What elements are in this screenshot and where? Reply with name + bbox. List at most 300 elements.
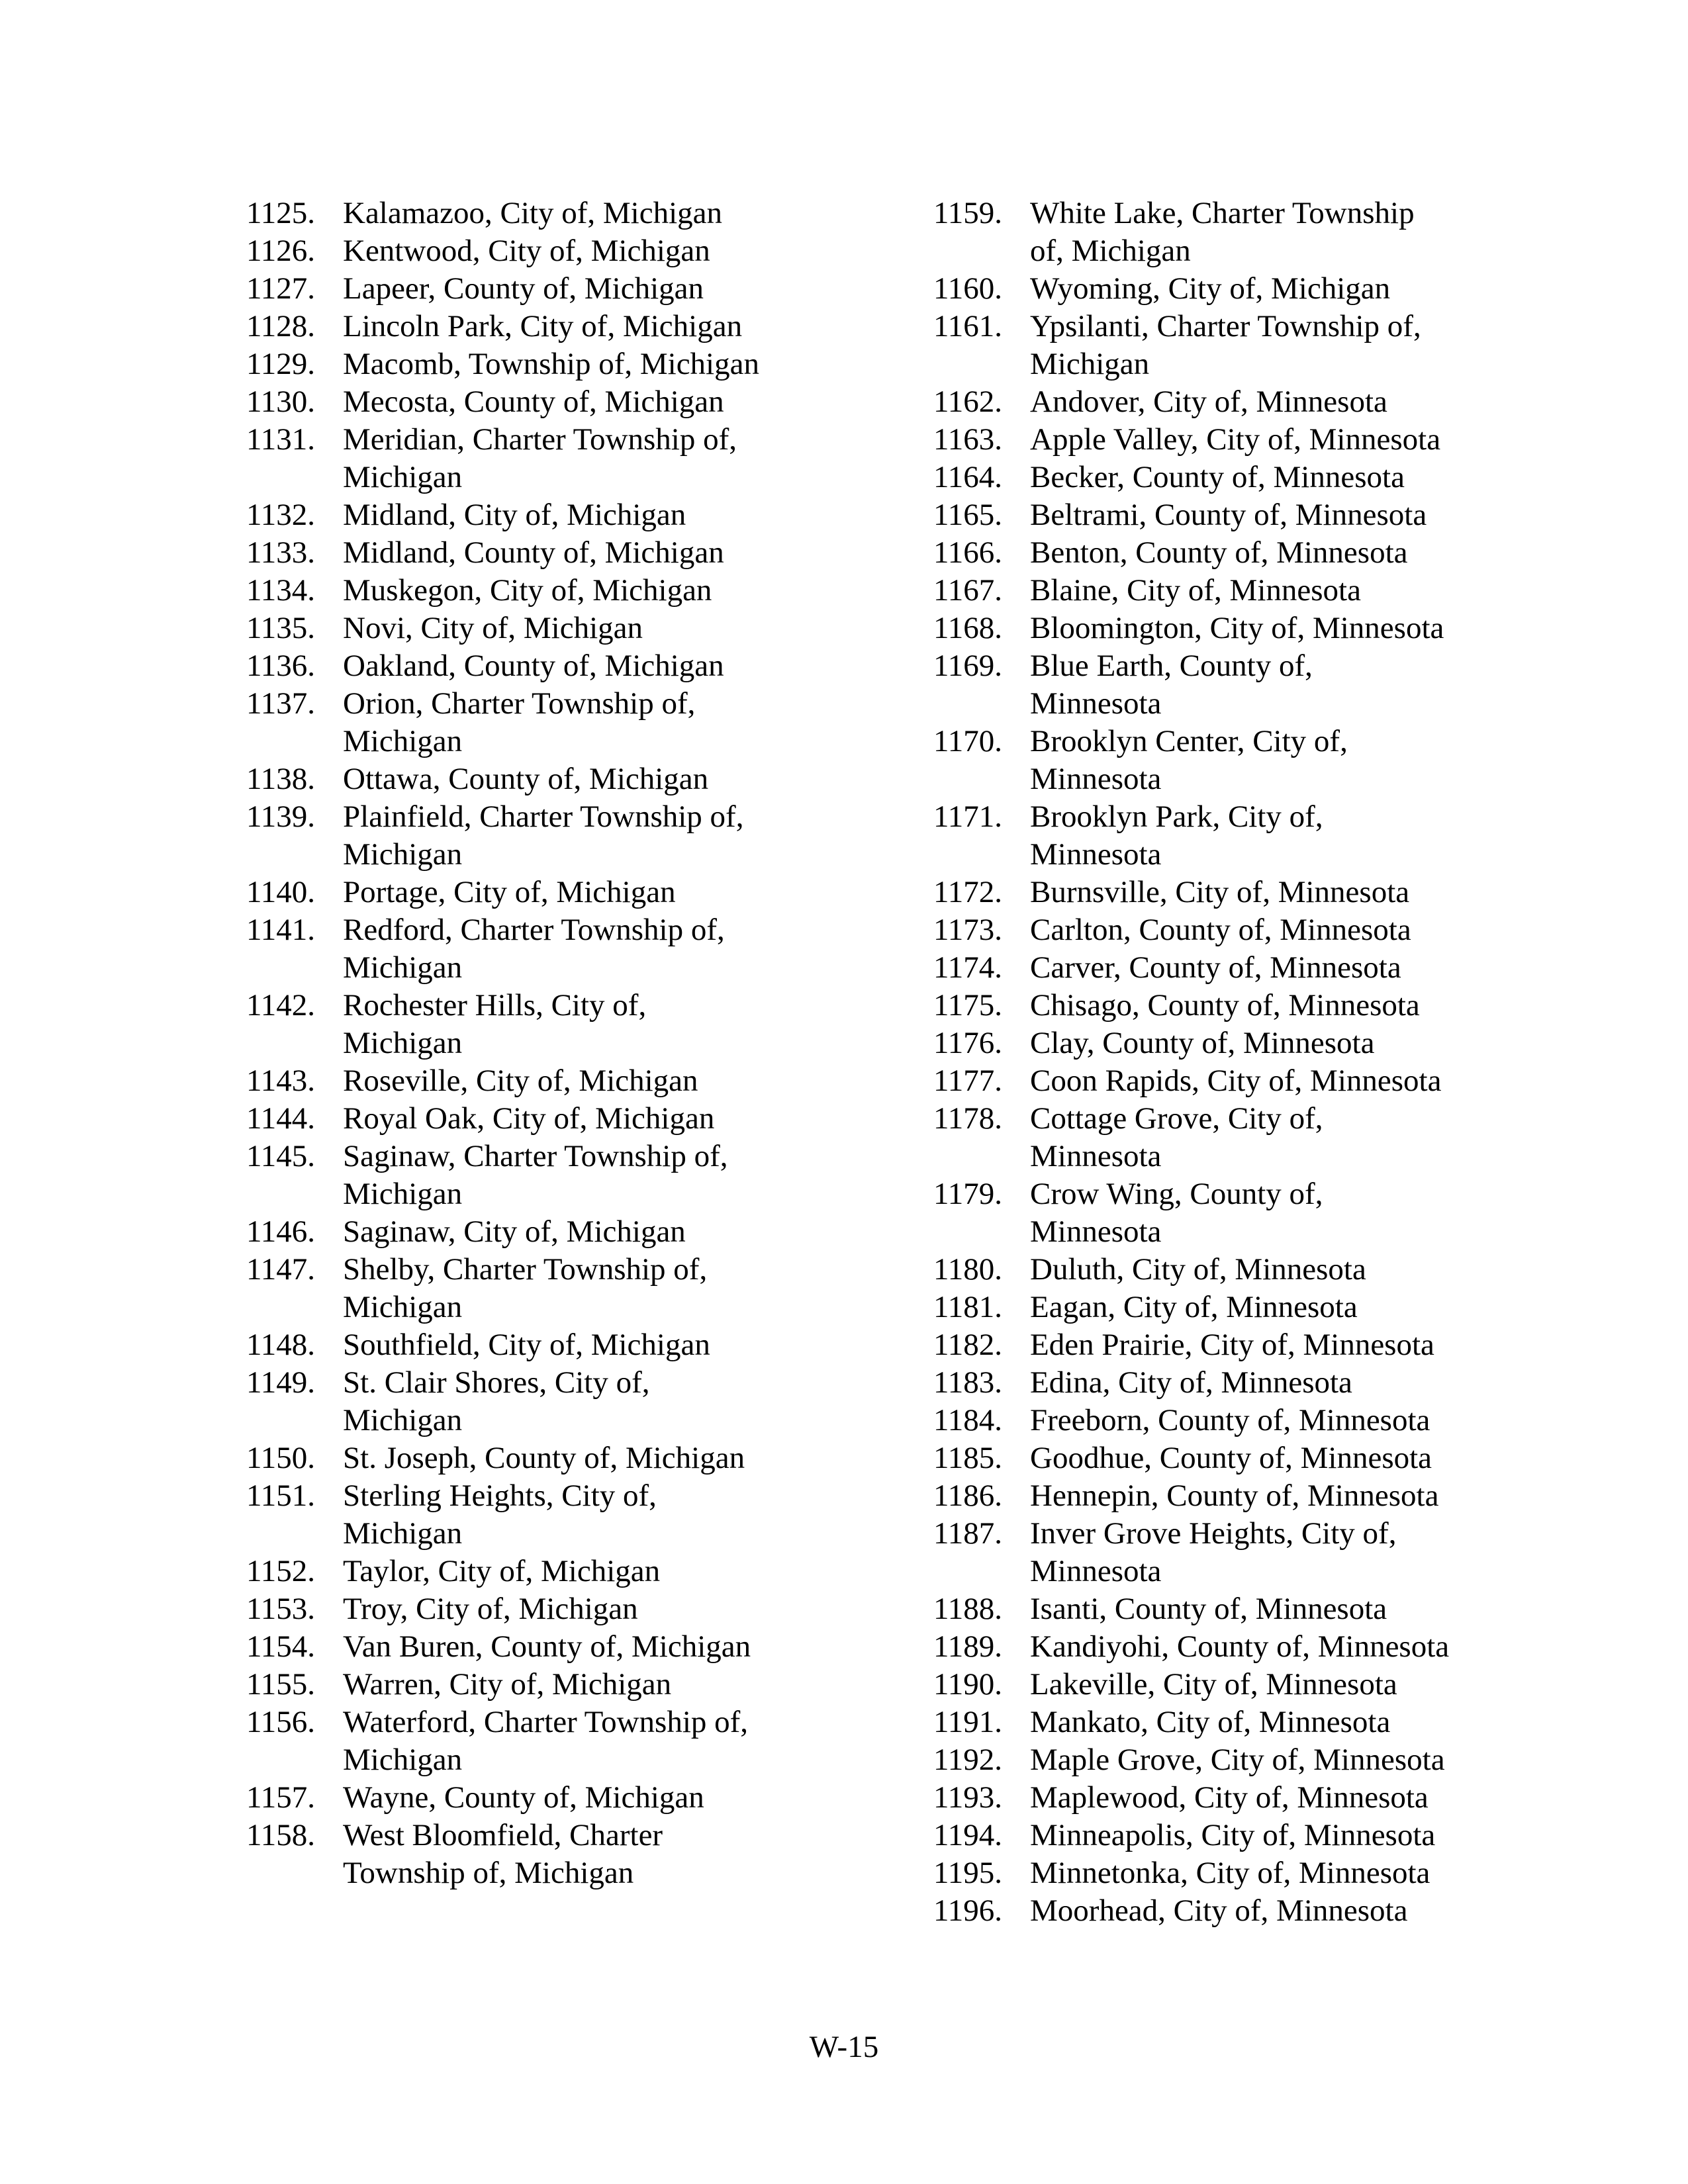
entry-number: 1125.: [246, 196, 316, 230]
entry-number: 1151.: [246, 1479, 316, 1513]
entry-name-line: Lakeville, City of, Minnesota: [1030, 1667, 1397, 1702]
entry-number: 1169.: [933, 649, 1003, 683]
entry-number: 1141.: [246, 913, 316, 947]
list-entry: [246, 1704, 882, 1779]
entry-number: 1142.: [246, 988, 316, 1023]
entry-number: 1192.: [933, 1743, 1003, 1777]
entry-name: [1030, 1251, 1569, 1289]
entry-number: 1184.: [933, 1403, 1003, 1437]
list-entry: [933, 1741, 1569, 1779]
entry-name-line: Minnetonka, City of, Minnesota: [1030, 1856, 1430, 1890]
entry-name: [1030, 1175, 1569, 1251]
entry-name-line: Goodhue, County of, Minnesota: [1030, 1441, 1432, 1475]
entry-name-line: Maplewood, City of, Minnesota: [1030, 1780, 1429, 1815]
entry-name-line: Southfield, City of, Michigan: [343, 1328, 710, 1362]
entry-name-line: Lincoln Park, City of, Michigan: [343, 309, 743, 343]
list-entry: [933, 949, 1569, 987]
list-entry: [933, 1515, 1569, 1590]
entry-number: 1174.: [933, 950, 1003, 985]
entry-name-line: Redford, Charter Township of,: [343, 913, 725, 947]
entry-name-line: Brooklyn Center, City of,: [1030, 724, 1348, 758]
list-entry: [933, 1477, 1569, 1515]
entry-number: 1150.: [246, 1441, 316, 1475]
entry-name: [343, 572, 882, 610]
entry-name: [343, 1364, 882, 1439]
entry-name: [1030, 1590, 1569, 1628]
list-entry: [933, 610, 1569, 647]
entry-name: [343, 760, 882, 798]
entry-name-line: Inver Grove Heights, City of,: [1030, 1516, 1397, 1551]
entry-number: 1138.: [246, 762, 316, 796]
list-entry: [933, 421, 1569, 459]
entry-name: [1030, 1817, 1569, 1854]
entry-number: 1172.: [933, 875, 1003, 909]
list-entry: [933, 308, 1569, 383]
entry-name: [343, 685, 882, 760]
entry-name-line: Lapeer, County of, Michigan: [343, 271, 704, 306]
entry-number: 1178.: [933, 1101, 1003, 1136]
entry-name-line: Michigan: [343, 1290, 463, 1324]
entry-name-line: of, Michigan: [1030, 234, 1191, 268]
entry-name-line: Royal Oak, City of, Michigan: [343, 1101, 715, 1136]
entry-name: [1030, 798, 1569, 874]
entry-name: [1030, 949, 1569, 987]
entry-name-line: Cottage Grove, City of,: [1030, 1101, 1323, 1136]
entry-name-line: Chisago, County of, Minnesota: [1030, 988, 1420, 1023]
entry-number: 1128.: [246, 309, 316, 343]
entry-name: [1030, 1062, 1569, 1100]
entry-name-line: Wyoming, City of, Michigan: [1030, 271, 1391, 306]
entry-name: [343, 1062, 882, 1100]
entry-name-line: Orion, Charter Township of,: [343, 686, 696, 721]
entry-name-line: Bloomington, City of, Minnesota: [1030, 611, 1444, 645]
entry-number: 1168.: [933, 611, 1003, 645]
entry-number: 1145.: [246, 1139, 316, 1173]
entry-name-line: Portage, City of, Michigan: [343, 875, 676, 909]
list-entry: [933, 1854, 1569, 1892]
entry-number: 1175.: [933, 988, 1003, 1023]
entry-name-line: Sterling Heights, City of,: [343, 1479, 657, 1513]
entry-name-line: Coon Rapids, City of, Minnesota: [1030, 1064, 1442, 1098]
list-entry: [933, 1289, 1569, 1326]
entry-number: 1188.: [933, 1592, 1003, 1626]
entry-name-line: Freeborn, County of, Minnesota: [1030, 1403, 1430, 1437]
list-entry: [246, 308, 882, 345]
entry-name: [343, 1251, 882, 1326]
left-column-list: [246, 195, 882, 1892]
list-entry: [933, 1062, 1569, 1100]
entry-number: 1187.: [933, 1516, 1003, 1551]
entry-name-line: White Lake, Charter Township: [1030, 196, 1415, 230]
entry-number: 1196.: [933, 1893, 1003, 1928]
entry-name-line: Hennepin, County of, Minnesota: [1030, 1479, 1439, 1513]
list-entry: [933, 1439, 1569, 1477]
entry-name: [343, 1817, 882, 1892]
entry-number: 1129.: [246, 347, 316, 381]
entry-name: [1030, 1741, 1569, 1779]
entry-number: 1177.: [933, 1064, 1003, 1098]
entry-number: 1135.: [246, 611, 316, 645]
entry-name: [1030, 1439, 1569, 1477]
entry-name-line: Brooklyn Park, City of,: [1030, 799, 1323, 834]
entry-name-line: Kalamazoo, City of, Michigan: [343, 196, 722, 230]
right-column-list: [933, 195, 1569, 1930]
entry-name-line: Blaine, City of, Minnesota: [1030, 573, 1361, 608]
list-entry: [246, 1477, 882, 1553]
entry-name-line: Beltrami, County of, Minnesota: [1030, 498, 1427, 532]
list-entry: [246, 270, 882, 308]
entry-name: [343, 345, 882, 383]
entry-name: [343, 1779, 882, 1817]
entry-number: 1147.: [246, 1252, 316, 1287]
entry-name-line: Michigan: [343, 1026, 463, 1060]
entry-number: 1153.: [246, 1592, 316, 1626]
list-entry: [933, 1326, 1569, 1364]
entry-number: 1182.: [933, 1328, 1003, 1362]
list-entry: [246, 1553, 882, 1590]
entry-name-line: Andover, City of, Minnesota: [1030, 385, 1387, 419]
entry-name: [1030, 987, 1569, 1024]
list-entry: [933, 1779, 1569, 1817]
entry-number: 1131.: [246, 422, 316, 457]
entry-name-line: Carver, County of, Minnesota: [1030, 950, 1401, 985]
entry-name-line: Michigan: [343, 460, 463, 494]
entry-number: 1163.: [933, 422, 1003, 457]
entry-number: 1144.: [246, 1101, 316, 1136]
entry-name-line: Mankato, City of, Minnesota: [1030, 1705, 1391, 1739]
entry-name-line: Warren, City of, Michigan: [343, 1667, 672, 1702]
entry-number: 1194.: [933, 1818, 1003, 1852]
entry-number: 1176.: [933, 1026, 1003, 1060]
entry-name-line: Macomb, Township of, Michigan: [343, 347, 759, 381]
entry-name-line: West Bloomfield, Charter: [343, 1818, 663, 1852]
list-entry: [933, 383, 1569, 421]
entry-number: 1139.: [246, 799, 316, 834]
list-entry: [933, 1100, 1569, 1175]
entry-name-line: Minnesota: [1030, 686, 1162, 721]
entry-number: 1195.: [933, 1856, 1003, 1890]
entry-name-line: Minnesota: [1030, 1554, 1162, 1588]
entry-name-line: Township of, Michigan: [343, 1856, 634, 1890]
entry-number: 1133.: [246, 535, 316, 570]
entry-name: [343, 1138, 882, 1213]
entry-name-line: Rochester Hills, City of,: [343, 988, 647, 1023]
entry-name-line: Novi, City of, Michigan: [343, 611, 643, 645]
list-entry: [933, 534, 1569, 572]
entry-number: 1154.: [246, 1629, 316, 1664]
entry-name: [343, 1553, 882, 1590]
entry-number: 1193.: [933, 1780, 1003, 1815]
entry-name: [1030, 1024, 1569, 1062]
entry-name: [1030, 572, 1569, 610]
entry-name: [1030, 647, 1569, 723]
entry-name-line: Eagan, City of, Minnesota: [1030, 1290, 1358, 1324]
entry-number: 1180.: [933, 1252, 1003, 1287]
entry-number: 1134.: [246, 573, 316, 608]
entry-name: [1030, 459, 1569, 496]
entry-name-line: Maple Grove, City of, Minnesota: [1030, 1743, 1445, 1777]
entry-name-line: Plainfield, Charter Township of,: [343, 799, 744, 834]
entry-name-line: Midland, County of, Michigan: [343, 535, 724, 570]
list-entry: [246, 911, 882, 987]
entry-name: [343, 874, 882, 911]
entry-name-line: Michigan: [343, 1743, 463, 1777]
entry-name: [1030, 1704, 1569, 1741]
entry-name-line: Midland, City of, Michigan: [343, 498, 686, 532]
entry-name-line: Duluth, City of, Minnesota: [1030, 1252, 1366, 1287]
entry-name: [343, 647, 882, 685]
entry-name: [1030, 534, 1569, 572]
entry-name: [343, 1326, 882, 1364]
list-entry: [933, 1364, 1569, 1402]
entry-number: 1186.: [933, 1479, 1003, 1513]
list-entry: [246, 1779, 882, 1817]
list-entry: [246, 798, 882, 874]
entry-number: 1185.: [933, 1441, 1003, 1475]
entry-number: 1152.: [246, 1554, 316, 1588]
entry-name: [1030, 1364, 1569, 1402]
entry-number: 1130.: [246, 385, 316, 419]
list-entry: [246, 1817, 882, 1892]
entry-name: [343, 383, 882, 421]
entry-number: 1136.: [246, 649, 316, 683]
entry-name: [1030, 1515, 1569, 1590]
entry-number: 1165.: [933, 498, 1003, 532]
entry-name: [343, 195, 882, 232]
list-entry: [933, 1666, 1569, 1704]
entry-name: [343, 308, 882, 345]
list-entry: [246, 195, 882, 232]
entry-number: 1155.: [246, 1667, 316, 1702]
entry-name-line: Michigan: [343, 950, 463, 985]
list-entry: [246, 987, 882, 1062]
list-entry: [933, 723, 1569, 798]
list-entry: [246, 1100, 882, 1138]
entry-number: 1140.: [246, 875, 316, 909]
entry-number: 1173.: [933, 913, 1003, 947]
list-entry: [933, 270, 1569, 308]
entry-name-line: Shelby, Charter Township of,: [343, 1252, 708, 1287]
entry-name-line: Crow Wing, County of,: [1030, 1177, 1323, 1211]
list-entry: [246, 1326, 882, 1364]
entry-name: [343, 534, 882, 572]
entry-number: 1189.: [933, 1629, 1003, 1664]
entry-name: [1030, 270, 1569, 308]
list-entry: [933, 459, 1569, 496]
entry-name: [1030, 1326, 1569, 1364]
list-entry: [933, 1402, 1569, 1439]
entry-name-line: Ottawa, County of, Michigan: [343, 762, 709, 796]
list-entry: [933, 1251, 1569, 1289]
entry-name: [1030, 723, 1569, 798]
entry-name: [1030, 1100, 1569, 1175]
entry-number: 1162.: [933, 385, 1003, 419]
entry-number: 1171.: [933, 799, 1003, 834]
entry-name: [343, 421, 882, 496]
entry-name-line: Minnesota: [1030, 1214, 1162, 1249]
list-entry: [933, 1704, 1569, 1741]
entry-name-line: Burnsville, City of, Minnesota: [1030, 875, 1410, 909]
list-entry: [933, 874, 1569, 911]
entry-name-line: Carlton, County of, Minnesota: [1030, 913, 1411, 947]
entry-name-line: Saginaw, City of, Michigan: [343, 1214, 686, 1249]
entry-number: 1137.: [246, 686, 316, 721]
entry-name-line: Apple Valley, City of, Minnesota: [1030, 422, 1441, 457]
list-entry: [933, 1892, 1569, 1930]
list-entry: [246, 1364, 882, 1439]
list-entry: [933, 1024, 1569, 1062]
entry-number: 1127.: [246, 271, 316, 306]
entry-name: [343, 1666, 882, 1704]
entry-name-line: Mecosta, County of, Michigan: [343, 385, 724, 419]
entry-name: [343, 1477, 882, 1553]
list-entry: [933, 195, 1569, 270]
entry-name: [1030, 383, 1569, 421]
list-entry: [246, 760, 882, 798]
entry-number: 1158.: [246, 1818, 316, 1852]
entry-name: [343, 1100, 882, 1138]
entry-number: 1126.: [246, 234, 316, 268]
list-entry: [933, 647, 1569, 723]
list-entry: [933, 1628, 1569, 1666]
list-entry: [246, 1439, 882, 1477]
entry-number: 1183.: [933, 1365, 1003, 1400]
entry-name: [1030, 421, 1569, 459]
list-entry: [246, 1251, 882, 1326]
list-entry: [246, 383, 882, 421]
entry-name-line: Minnesota: [1030, 1139, 1162, 1173]
entry-name-line: Saginaw, Charter Township of,: [343, 1139, 728, 1173]
list-entry: [246, 421, 882, 496]
entry-name-line: Minnesota: [1030, 762, 1162, 796]
entry-name-line: Roseville, City of, Michigan: [343, 1064, 698, 1098]
list-entry: [246, 1590, 882, 1628]
list-entry: [933, 987, 1569, 1024]
list-entry: [246, 1666, 882, 1704]
entry-number: 1179.: [933, 1177, 1003, 1211]
entry-name: [343, 496, 882, 534]
entry-name-line: Taylor, City of, Michigan: [343, 1554, 661, 1588]
entry-name: [343, 987, 882, 1062]
entry-name-line: Moorhead, City of, Minnesota: [1030, 1893, 1408, 1928]
entry-number: 1146.: [246, 1214, 316, 1249]
entry-number: 1157.: [246, 1780, 316, 1815]
entry-name-line: Blue Earth, County of,: [1030, 649, 1313, 683]
entry-number: 1132.: [246, 498, 316, 532]
entry-name: [343, 798, 882, 874]
entry-number: 1170.: [933, 724, 1003, 758]
entry-name-line: Kandiyohi, County of, Minnesota: [1030, 1629, 1450, 1664]
entry-name: [1030, 496, 1569, 534]
entry-name: [1030, 308, 1569, 383]
entry-number: 1181.: [933, 1290, 1003, 1324]
entry-name: [343, 1213, 882, 1251]
entry-name: [1030, 911, 1569, 949]
entry-name-line: Benton, County of, Minnesota: [1030, 535, 1408, 570]
entry-name-line: Ypsilanti, Charter Township of,: [1030, 309, 1421, 343]
entry-number: 1149.: [246, 1365, 316, 1400]
page-number: W-15: [809, 2030, 879, 2064]
entry-name: [1030, 1892, 1569, 1930]
entry-number: 1160.: [933, 271, 1003, 306]
entry-name-line: Eden Prairie, City of, Minnesota: [1030, 1328, 1434, 1362]
list-entry: [246, 534, 882, 572]
list-entry: [246, 1062, 882, 1100]
entry-name-line: Michigan: [343, 724, 463, 758]
list-entry: [933, 572, 1569, 610]
entry-name: [343, 1704, 882, 1779]
list-entry: [246, 345, 882, 383]
entry-name: [1030, 1477, 1569, 1515]
entry-number: 1143.: [246, 1064, 316, 1098]
entry-name-line: Oakland, County of, Michigan: [343, 649, 724, 683]
list-entry: [246, 647, 882, 685]
entry-name-line: Troy, City of, Michigan: [343, 1592, 638, 1626]
entry-name-line: Michigan: [343, 1177, 463, 1211]
entry-name-line: Meridian, Charter Township of,: [343, 422, 737, 457]
entry-name-line: Wayne, County of, Michigan: [343, 1780, 704, 1815]
entry-name: [1030, 610, 1569, 647]
entry-name: [343, 1439, 882, 1477]
entry-name-line: Michigan: [343, 1516, 463, 1551]
list-entry: [246, 610, 882, 647]
entry-number: 1166.: [933, 535, 1003, 570]
entry-number: 1190.: [933, 1667, 1003, 1702]
entry-name: [1030, 1289, 1569, 1326]
entry-name-line: Waterford, Charter Township of,: [343, 1705, 749, 1739]
entry-name-line: Minneapolis, City of, Minnesota: [1030, 1818, 1436, 1852]
entry-name: [1030, 1854, 1569, 1892]
entry-name-line: St. Clair Shores, City of,: [343, 1365, 650, 1400]
entry-name-line: Minnesota: [1030, 837, 1162, 872]
list-entry: [246, 232, 882, 270]
list-entry: [246, 1213, 882, 1251]
list-entry: [246, 1628, 882, 1666]
entry-name: [343, 610, 882, 647]
list-entry: [933, 1175, 1569, 1251]
entry-name: [1030, 195, 1569, 270]
list-entry: [246, 685, 882, 760]
list-entry: [933, 1590, 1569, 1628]
list-entry: [246, 1138, 882, 1213]
entry-name-line: Michigan: [343, 837, 463, 872]
list-entry: [246, 496, 882, 534]
entry-name: [343, 1628, 882, 1666]
entry-name: [1030, 1666, 1569, 1704]
list-entry: [246, 572, 882, 610]
entry-number: 1167.: [933, 573, 1003, 608]
entry-name-line: Kentwood, City of, Michigan: [343, 234, 710, 268]
entry-name: [343, 1590, 882, 1628]
entry-number: 1159.: [933, 196, 1003, 230]
entry-name-line: Clay, County of, Minnesota: [1030, 1026, 1375, 1060]
entry-number: 1156.: [246, 1705, 316, 1739]
list-entry: [933, 496, 1569, 534]
entry-name: [1030, 874, 1569, 911]
entry-name-line: Michigan: [343, 1403, 463, 1437]
entry-name: [1030, 1628, 1569, 1666]
entry-name-line: Michigan: [1030, 347, 1150, 381]
entry-name: [1030, 1779, 1569, 1817]
entry-name-line: Van Buren, County of, Michigan: [343, 1629, 751, 1664]
entry-number: 1191.: [933, 1705, 1003, 1739]
entry-name: [343, 911, 882, 987]
entry-number: 1161.: [933, 309, 1003, 343]
list-entry: [246, 874, 882, 911]
entry-name-line: Edina, City of, Minnesota: [1030, 1365, 1352, 1400]
entry-number: 1164.: [933, 460, 1003, 494]
entry-name-line: Isanti, County of, Minnesota: [1030, 1592, 1387, 1626]
